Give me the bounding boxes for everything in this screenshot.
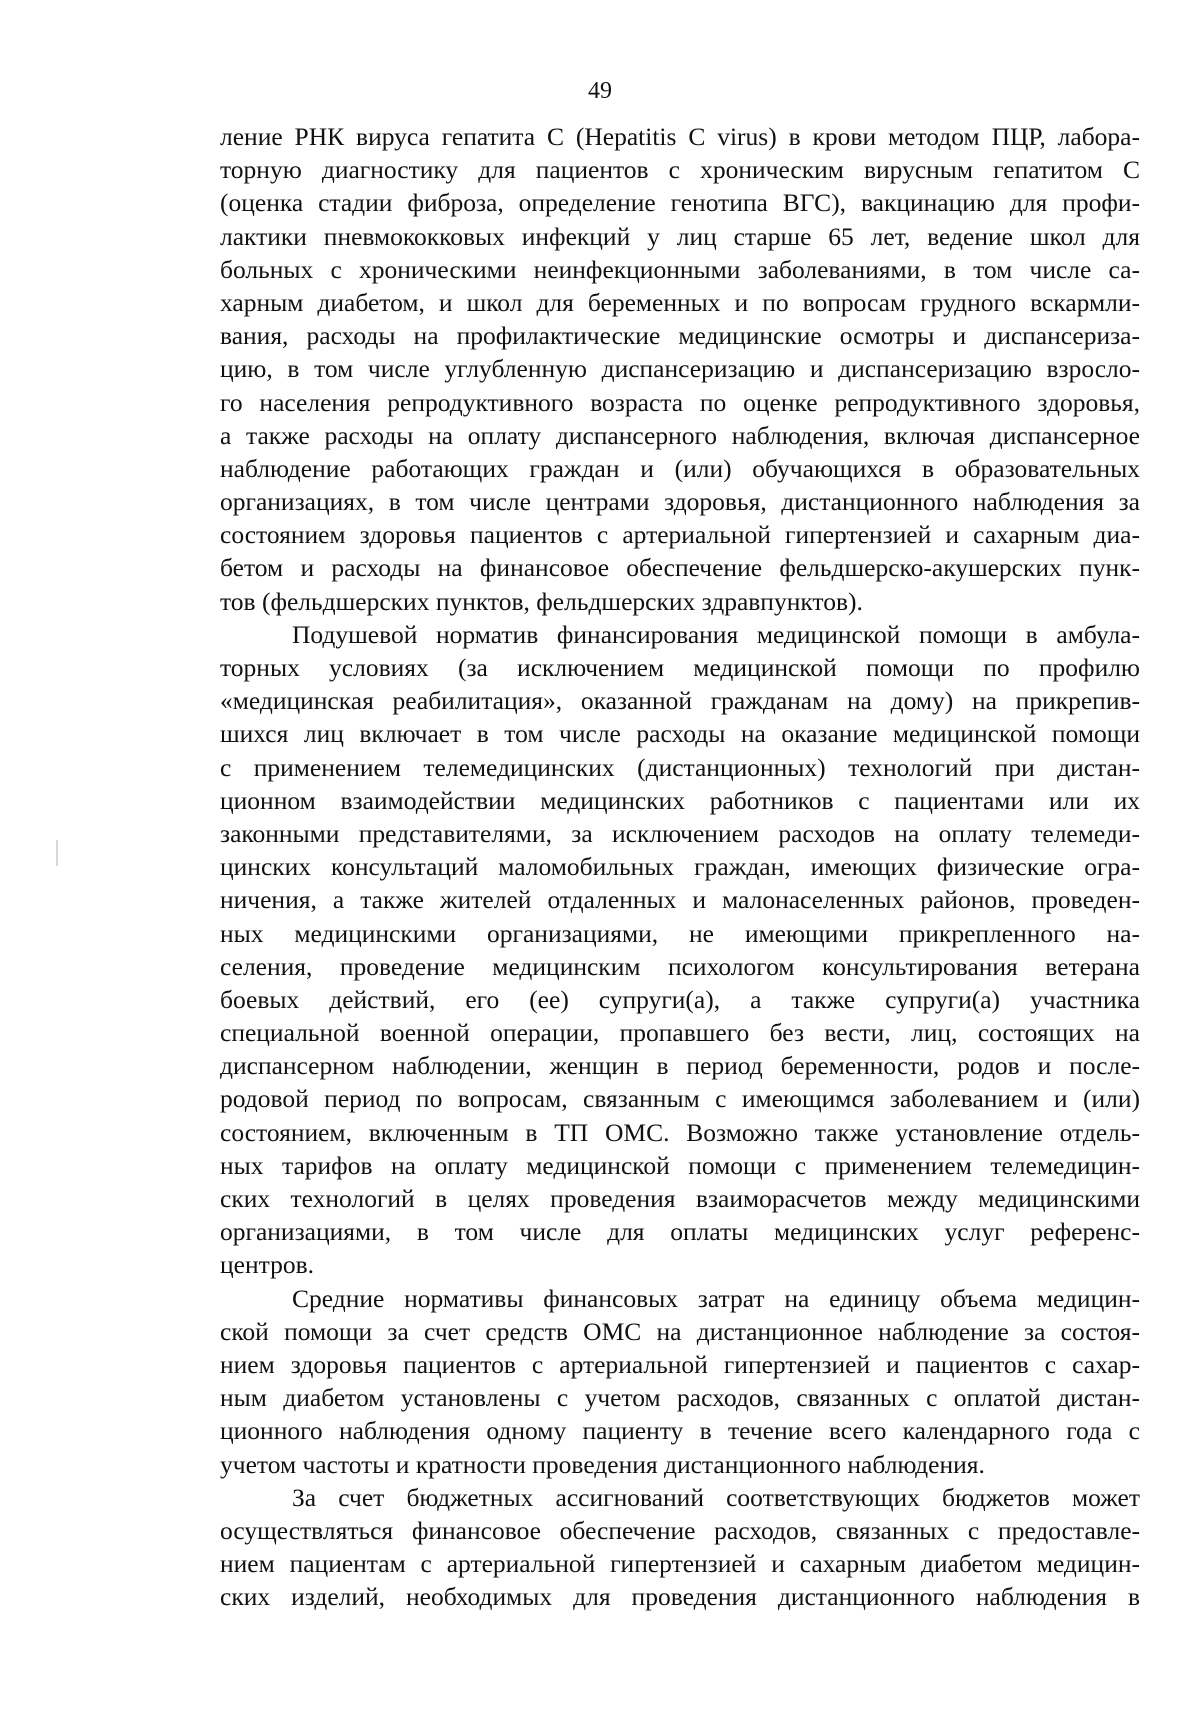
text-line: лактики пневмококковых инфекций у лиц старше 65 лет, ведение школ для [220, 221, 1140, 251]
text-line: го населения репродуктивного возраста по оценке репродуктивного здоровья, [220, 387, 1140, 417]
scan-artifact-mark [56, 840, 58, 866]
text-line: Подушевой норматив финансирования медицинской помощи в амбула- [292, 619, 1140, 649]
text-line: состоянием здоровья пациентов с артериальной гипертензией и сахарным диа- [220, 520, 1140, 550]
text-line: ционном взаимодействии медицинских работников с пациентами или их [220, 785, 1140, 815]
text-line: цию, в том числе углубленную диспансеризацию и диспансеризацию взросло- [220, 354, 1140, 384]
text-line: центров. [220, 1250, 314, 1280]
text-line: ных медицинскими организациями, не имеющими прикрепленного на- [220, 918, 1140, 948]
text-line: состоянием, включенным в ТП ОМС. Возможно также установление отдель- [220, 1117, 1140, 1147]
text-line: «медицинская реабилитация», оказанной гражданам на дому) на прикрепив- [220, 686, 1140, 716]
text-line: вания, расходы на профилактические медицинские осмотры и диспансериза- [220, 321, 1140, 351]
page-number: 49 [588, 78, 612, 104]
text-line: ских технологий в целях проведения взаиморасчетов между медицинскими [220, 1184, 1140, 1213]
text-line: бетом и расходы на финансовое обеспечение фельдшерско-акушерских пунк- [220, 553, 1140, 583]
text-line: торную диагностику для пациентов с хроническим вирусным гепатитом С [220, 155, 1140, 185]
text-line: организациях, в том числе центрами здоровья, дистанционного наблюдения за [220, 487, 1140, 517]
text-line: Средние нормативы финансовых затрат на единицу объема медицин- [292, 1283, 1140, 1313]
text-line: торных условиях (за исключением медицинской помощи по профилю [220, 653, 1140, 682]
text-line: боевых действий, его (ее) супруги(а), а также супруги(а) участника [220, 984, 1140, 1014]
text-line: наблюдение работающих граждан и (или) обучающихся в образовательных [220, 453, 1140, 483]
text-line: ской помощи за счет средств ОМС на дистанционное наблюдение за состоя- [220, 1316, 1140, 1346]
text-line: За счет бюджетных ассигнований соответствующих бюджетов может [292, 1482, 1140, 1512]
text-line: нием здоровья пациентов с артериальной гипертензией и пациентов с сахар- [220, 1349, 1140, 1379]
text-line: организациями, в том числе для оплаты медицинских услуг референс- [220, 1217, 1140, 1247]
body-text [220, 120, 1140, 1613]
text-line: диспансерном наблюдении, женщин в период беременности, родов и после- [220, 1051, 1140, 1081]
text-line: осуществляться финансовое обеспечение расходов, связанных с предоставле- [220, 1515, 1140, 1545]
text-line: цинских консультаций маломобильных граждан, имеющих физические огра- [220, 852, 1140, 882]
text-line: тов (фельдшерских пунктов, фельдшерских здравпунктов). [220, 586, 863, 616]
text-line: законными представителями, за исключением расходов на оплату телемеди- [220, 818, 1140, 848]
text-line: ционного наблюдения одному пациенту в течение всего календарного года с [220, 1416, 1140, 1446]
text-line: харным диабетом, и школ для беременных и по вопросам грудного вскармли- [220, 287, 1140, 317]
text-line: ных тарифов на оплату медицинской помощи с применением телемедицин- [220, 1150, 1140, 1180]
text-line: учетом частоты и кратности проведения дистанционного наблюдения. [220, 1449, 985, 1479]
text-line: специальной военной операции, пропавшего без вести, лиц, состоящих на [220, 1018, 1140, 1048]
text-line: ление РНК вируса гепатита С (Hepatitis C virus) в крови методом ПЦР, лабора- [220, 122, 1140, 151]
text-line: больных с хроническими неинфекционными заболеваниями, в том числе са- [220, 254, 1140, 284]
text-line: селения, проведение медицинским психологом консультирования ветерана [220, 951, 1140, 981]
text-line: ничения, а также жителей отдаленных и малонаселенных районов, проведен- [220, 885, 1140, 915]
text-line: с применением телемедицинских (дистанционных) технологий при дистан- [220, 752, 1140, 782]
text-line: нием пациентам с артериальной гипертензией и сахарным диабетом медицин- [220, 1549, 1140, 1579]
text-line: шихся лиц включает в том числе расходы на оказание медицинской помощи [220, 719, 1140, 749]
text-line: ным диабетом установлены с учетом расходов, связанных с оплатой дистан- [220, 1383, 1140, 1413]
text-line: (оценка стадии фиброза, определение генотипа ВГС), вакцинацию для профи- [220, 188, 1140, 218]
text-line: ских изделий, необходимых для проведения дистанционного наблюдения в [220, 1582, 1140, 1612]
text-line: родовой период по вопросам, связанным с имеющимся заболеванием и (или) [220, 1084, 1140, 1114]
text-line: а также расходы на оплату диспансерного наблюдения, включая диспансерное [220, 420, 1140, 450]
